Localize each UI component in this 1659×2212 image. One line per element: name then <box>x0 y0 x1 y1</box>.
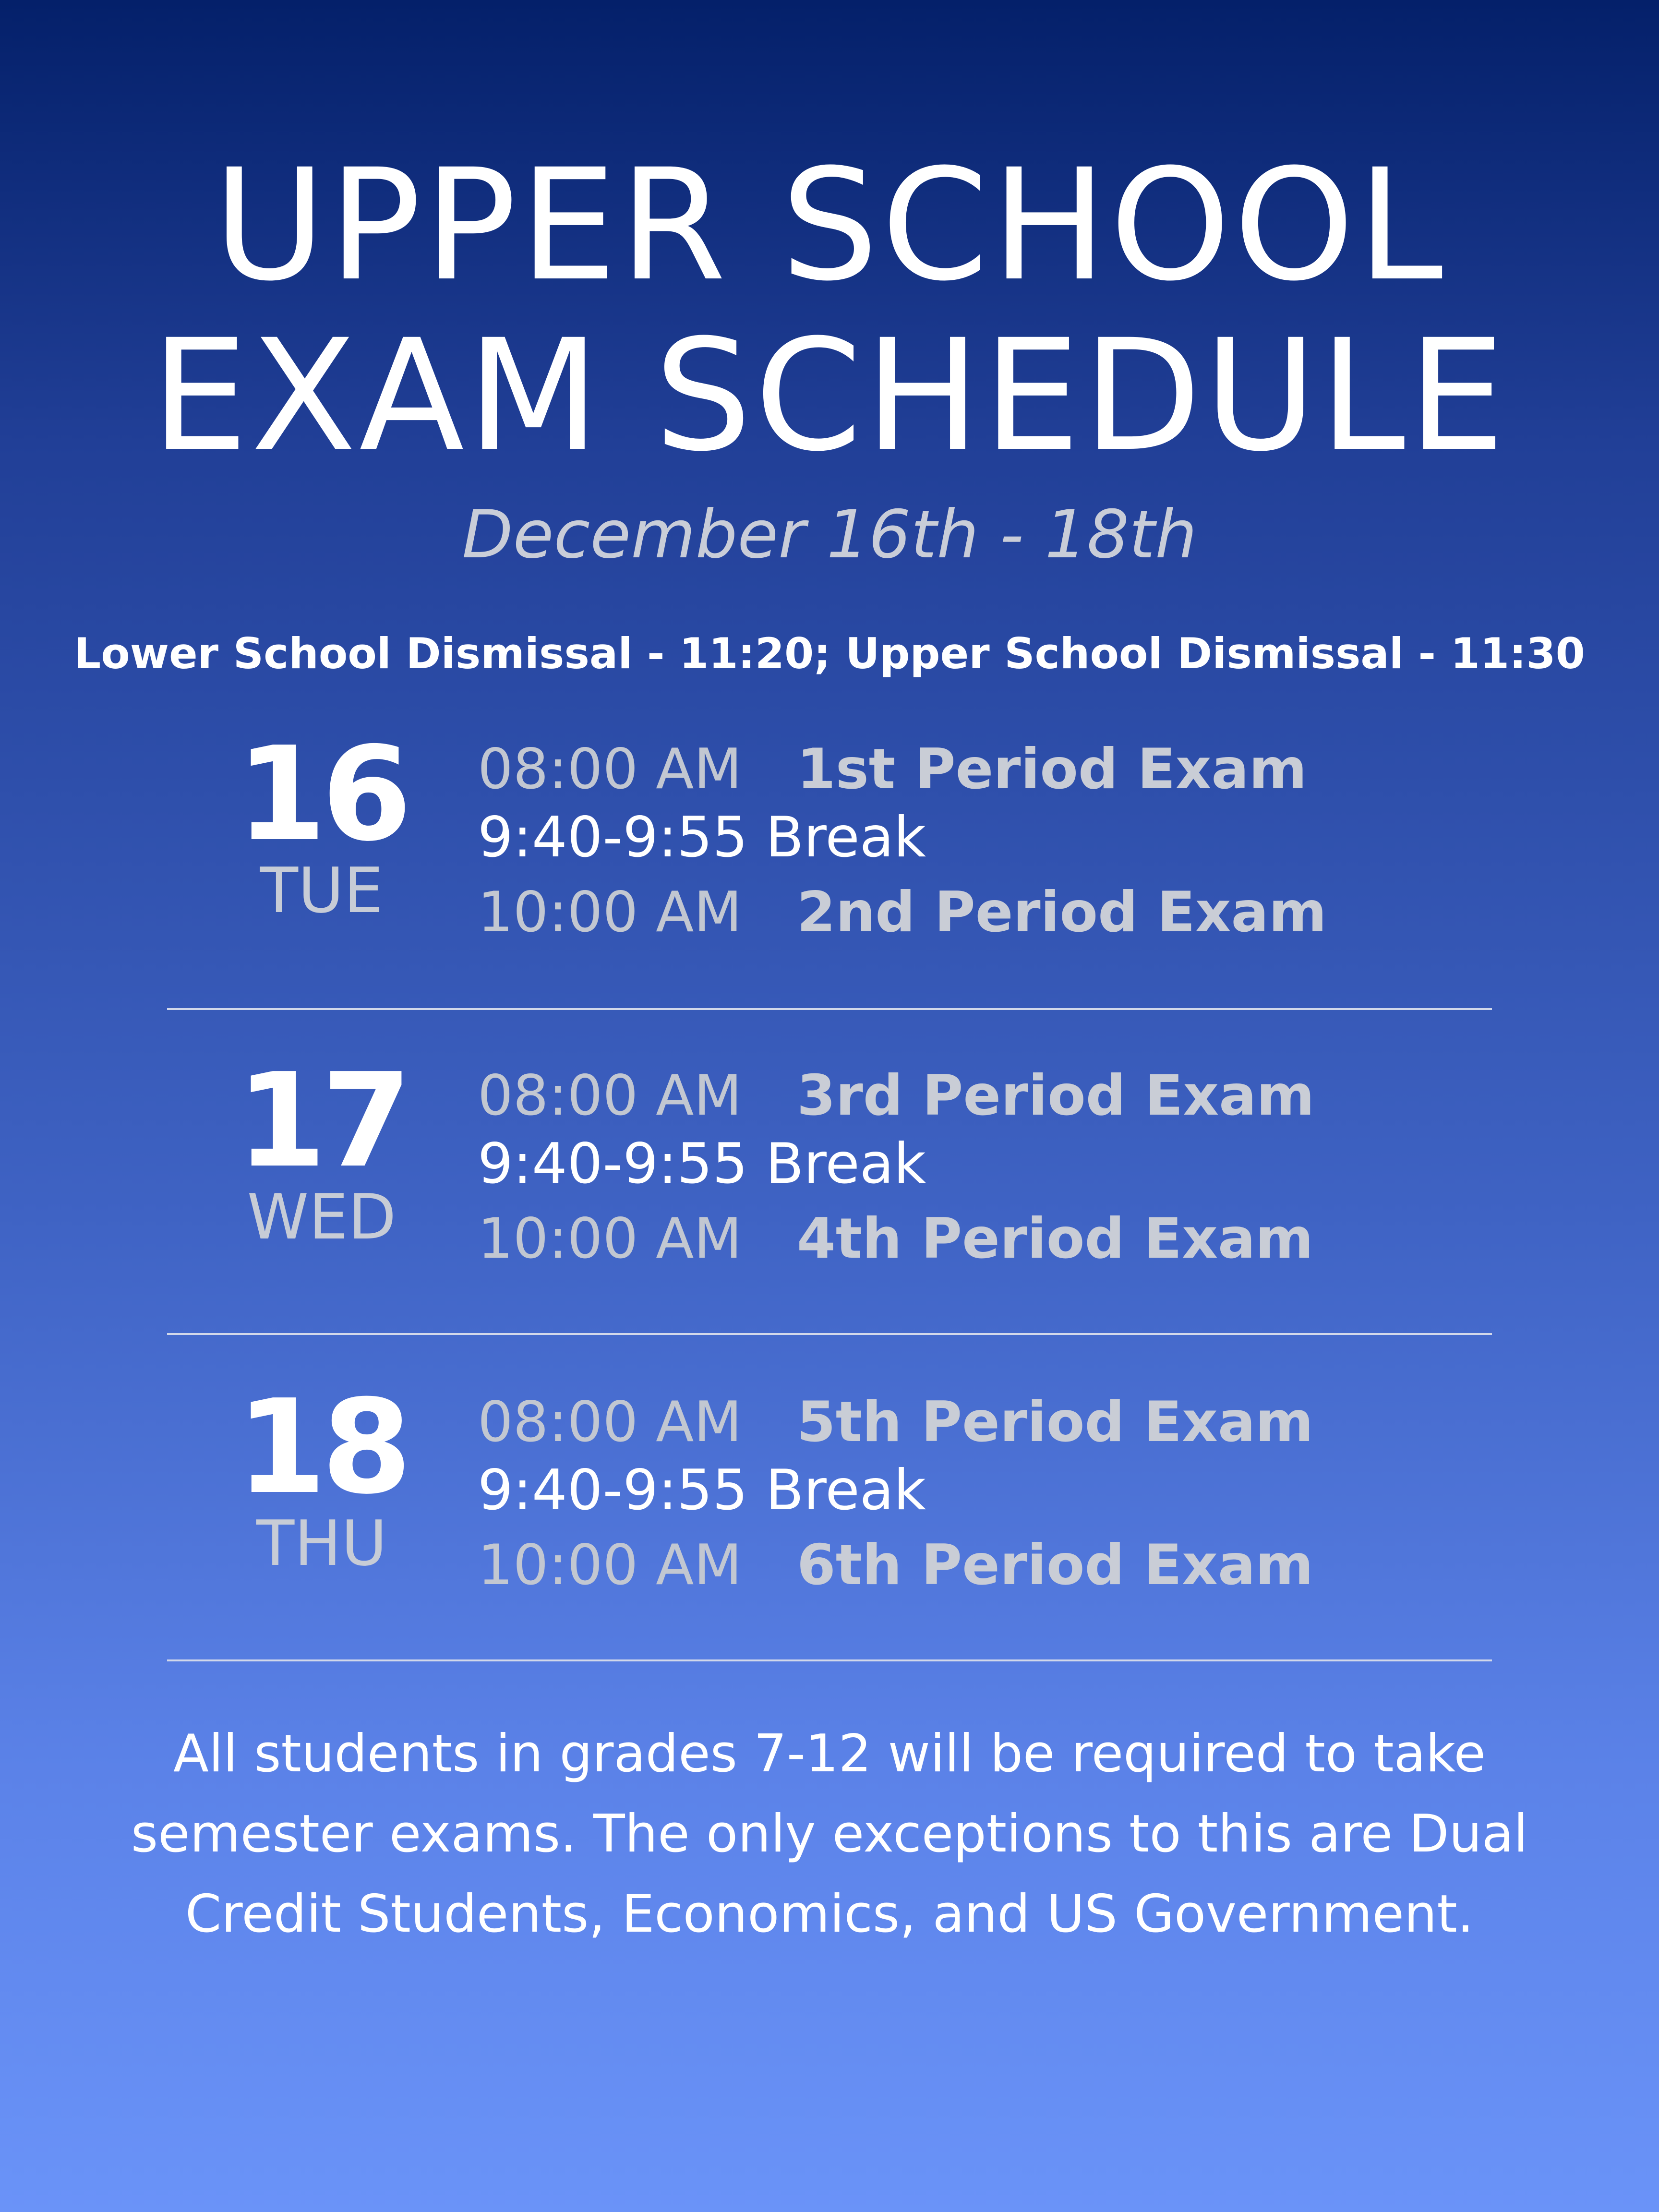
schedule-row-break <box>478 805 926 870</box>
break-time: 9:40-9:55 Break <box>478 1131 926 1196</box>
break-time: 9:40-9:55 Break <box>478 805 926 870</box>
schedule-day-16 <box>0 719 1659 998</box>
exam-time: 08:00 AM <box>478 1063 742 1128</box>
poster-title-line-2: EXAM SCHEDULE <box>151 307 1508 485</box>
exam-time: 08:00 AM <box>478 737 742 802</box>
footer-note-line-3: Credit Students, Economics, and US Government. <box>185 1884 1474 1944</box>
section-divider <box>167 1659 1492 1661</box>
exam-time: 10:00 AM <box>478 880 742 945</box>
poster-title-line-1: UPPER SCHOOL <box>213 136 1446 315</box>
section-divider <box>167 1333 1492 1335</box>
schedule-row-break <box>478 1458 926 1523</box>
schedule-row-second-exam <box>478 1533 1314 1598</box>
exam-time: 08:00 AM <box>478 1390 742 1455</box>
exam-name: 2nd Period Exam <box>797 880 1327 945</box>
day-number: 17 <box>236 1045 407 1196</box>
exam-name: 6th Period Exam <box>797 1533 1314 1598</box>
exam-name: 5th Period Exam <box>797 1390 1314 1455</box>
day-weekday: THU <box>256 1507 387 1580</box>
schedule-day-17 <box>0 1045 1659 1325</box>
exam-time: 10:00 AM <box>478 1533 742 1598</box>
exam-name: 4th Period Exam <box>797 1206 1314 1271</box>
schedule-row-first-exam <box>478 737 1307 802</box>
day-weekday: TUE <box>260 854 384 927</box>
section-divider <box>167 1008 1492 1010</box>
day-number: 18 <box>236 1371 407 1523</box>
day-weekday: WED <box>247 1180 397 1253</box>
schedule-row-first-exam <box>478 1063 1315 1128</box>
exam-name: 3rd Period Exam <box>797 1063 1315 1128</box>
schedule-row-break <box>478 1131 926 1196</box>
dismissal-times: Lower School Dismissal - 11:20; Upper School Dismissal - 11:30 <box>74 629 1585 678</box>
footer-note-line-2: semester exams. The only exceptions to this are Dual <box>131 1804 1528 1864</box>
schedule-day-18 <box>0 1371 1659 1651</box>
schedule-row-first-exam <box>478 1390 1314 1455</box>
schedule-row-second-exam <box>478 880 1327 945</box>
schedule-row-second-exam <box>478 1206 1314 1271</box>
exam-time: 10:00 AM <box>478 1206 742 1271</box>
footer-note-line-1: All students in grades 7-12 will be required to take <box>173 1724 1486 1784</box>
break-time: 9:40-9:55 Break <box>478 1458 926 1523</box>
date-range-subtitle: December 16th - 18th <box>462 496 1197 573</box>
exam-name: 1st Period Exam <box>797 737 1307 802</box>
day-number: 16 <box>236 719 407 870</box>
